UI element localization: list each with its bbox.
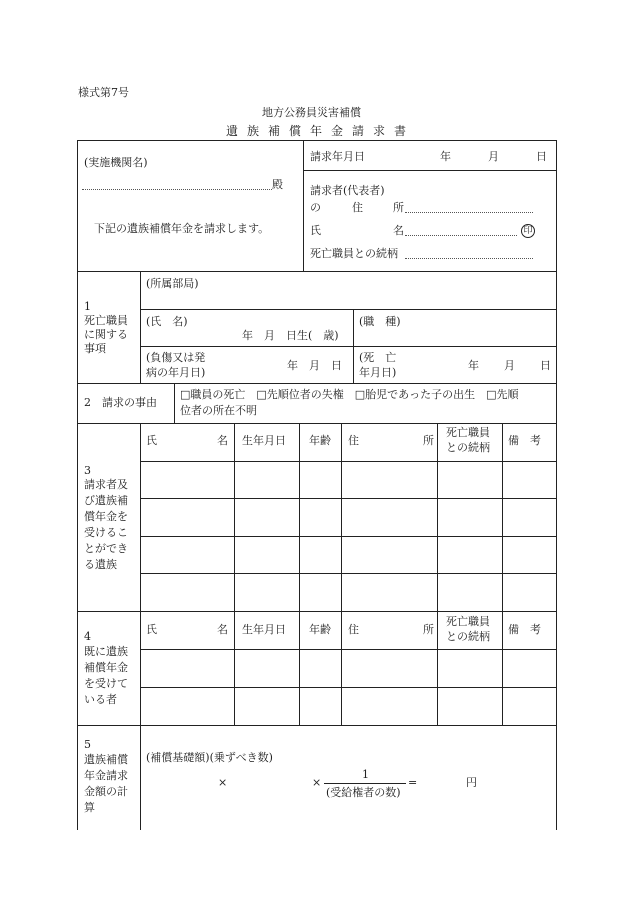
agency-label: (実施機関名) [84, 156, 148, 169]
calc-denominator: (受給権者の数) [326, 786, 401, 799]
s3-col-divider-0 [140, 423, 141, 611]
death-label-2: 年月日) [359, 366, 397, 379]
s3-header-name-2: 名 [217, 434, 228, 447]
section5-label-2: 遺族補償 [84, 753, 128, 766]
s3-col-divider-5 [502, 423, 503, 611]
reason-options-2[interactable]: 位者の所在不明 [180, 404, 257, 417]
s3-col-divider-3 [341, 423, 342, 611]
death-month-label: 月 [504, 359, 515, 372]
claimant-address-label-1: 住 [352, 201, 363, 214]
s3-row-border-1 [140, 461, 556, 462]
section5-label-1: 5 [84, 738, 91, 751]
section4-label-2: 既に遺族 [84, 645, 128, 658]
section1-row2-border [140, 346, 556, 347]
agency-name-line[interactable] [82, 189, 272, 190]
s4-header-address-1: 住 [348, 623, 359, 636]
section2-top-border [77, 383, 557, 384]
section4-label-3: 補償年金 [84, 661, 128, 674]
s4-header-name-1: 氏 [146, 623, 157, 636]
s4-header-address-2: 所 [423, 623, 434, 636]
section4-top-border [77, 611, 557, 612]
s3-col-divider-1 [234, 423, 235, 611]
date-day-label: 日 [536, 150, 547, 163]
death-day-label: 日 [540, 359, 551, 372]
s3-header-name-1: 氏 [146, 434, 157, 447]
s4-header-relation-2: との続柄 [446, 630, 490, 643]
s4-header-relation-1: 死亡職員 [446, 615, 490, 628]
relation-line[interactable] [405, 258, 533, 259]
s3-header-relation-1: 死亡職員 [446, 426, 490, 439]
calc-fraction-bar [324, 783, 406, 784]
s3-header-birth: 生年月日 [242, 434, 286, 447]
dept-label: (所属部局) [146, 277, 199, 290]
s4-row-border-2 [140, 687, 556, 688]
relation-label: 死亡職員との続柄 [310, 247, 398, 260]
dono-text: 殿 [272, 178, 283, 191]
section4-label-5: いる者 [84, 693, 117, 706]
claimant-address-line[interactable] [405, 212, 533, 213]
calc-yen: 円 [466, 776, 477, 789]
deceased-name-label: (氏 名) [146, 315, 188, 328]
s3-col-divider-4 [437, 423, 438, 611]
section1-label-divider [140, 271, 141, 383]
date-row-border [303, 170, 556, 171]
claimant-label: 請求者(代表者) [310, 184, 385, 197]
section3-label-3: び遺族補 [84, 494, 128, 507]
request-date-label: 請求年月日 [310, 150, 365, 163]
section3-label-1: 3 [84, 464, 91, 477]
section5-top-border [77, 725, 557, 726]
section3-label-4: 償年金を [84, 510, 128, 523]
section5-label-4: 金額の計 [84, 785, 128, 798]
s3-col-divider-2 [299, 423, 300, 611]
death-year-label: 年 [468, 359, 479, 372]
s3-row-border-2 [140, 498, 556, 499]
section1-label-4: 事項 [84, 342, 106, 355]
section1-row1-border [140, 309, 556, 310]
section4-label-4: を受けて [84, 677, 128, 690]
claimant-name-label-2: 名 [393, 224, 404, 237]
section3-label-5: 受けるこ [84, 526, 128, 539]
job-type-label: (職 種) [359, 315, 401, 328]
section3-label-7: る遺族 [84, 558, 117, 571]
deceased-birth-label: 年 月 日生( 歳) [242, 329, 339, 342]
section5-label-3: 年金請求 [84, 769, 128, 782]
s4-row-border-1 [140, 649, 556, 650]
calc-times-1: × [218, 776, 228, 789]
section2-label: 2 請求の事由 [84, 396, 157, 409]
claimant-address-label-2: 所 [393, 201, 404, 214]
s3-row-border-4 [140, 573, 556, 574]
section1-top-border [77, 271, 557, 272]
s4-header-remarks: 備 考 [508, 623, 541, 636]
section3-top-border [77, 423, 557, 424]
section4-label-1: 4 [84, 630, 91, 643]
calc-times-2: × [312, 776, 322, 789]
s3-row-border-3 [140, 536, 556, 537]
section3-label-6: とができ [84, 542, 128, 555]
reason-options-1[interactable]: □職員の死亡 □先順位者の失権 □胎児であった子の出生 □先順 [180, 388, 519, 401]
table-top-border [77, 140, 557, 141]
claimant-name-label-1: 氏 [310, 224, 321, 237]
request-text: 下記の遺族補償年金を請求します。 [94, 222, 270, 235]
s4-col-divider-2 [299, 611, 300, 725]
s3-header-relation-2: との続柄 [446, 441, 490, 454]
injury-label-1: (負傷又は発 [146, 351, 206, 364]
s4-col-divider-5 [502, 611, 503, 725]
header-divider [303, 140, 304, 271]
section1-label-3: に関する [84, 328, 128, 341]
table-left-border [77, 140, 78, 830]
date-month-label: 月 [488, 150, 499, 163]
s4-col-divider-1 [234, 611, 235, 725]
claimant-no: の [310, 201, 321, 214]
s4-header-name-2: 名 [217, 623, 228, 636]
section1-label-1: 1 [84, 300, 91, 313]
form-title-line1: 地方公務員災害補償 [262, 106, 361, 119]
claimant-name-line[interactable] [405, 235, 517, 236]
date-year-label: 年 [440, 150, 451, 163]
calc-numerator: 1 [362, 768, 369, 781]
form-number: 様式第7号 [78, 86, 129, 99]
form-title-line2: 遺族補償年金請求書 [226, 124, 416, 138]
s4-col-divider-0 [140, 611, 141, 725]
s4-col-divider-4 [437, 611, 438, 725]
s4-header-age: 年齢 [309, 623, 331, 636]
calc-basis-label: (補償基礎額)(乗ずべき数) [146, 751, 273, 764]
s4-col-divider-3 [341, 611, 342, 725]
s4-header-birth: 生年月日 [242, 623, 286, 636]
calc-equals: = [408, 776, 418, 789]
injury-label-2: 病の年月日) [146, 366, 206, 379]
section5-label-5: 算 [84, 801, 95, 814]
section1-label-2: 死亡職員 [84, 314, 128, 327]
section3-label-2: 請求者及 [84, 478, 128, 491]
s3-header-remarks: 備 考 [508, 434, 541, 447]
section5-label-divider [140, 725, 141, 830]
injury-date-label: 年 月 日 [287, 359, 342, 372]
table-right-border [556, 140, 557, 830]
section2-divider [174, 383, 175, 423]
s3-header-address-1: 住 [348, 434, 359, 447]
s3-header-age: 年齢 [309, 434, 331, 447]
s3-header-address-2: 所 [423, 434, 434, 447]
death-label-1: (死 亡 [359, 351, 397, 364]
seal-mark: 印 [521, 224, 535, 238]
